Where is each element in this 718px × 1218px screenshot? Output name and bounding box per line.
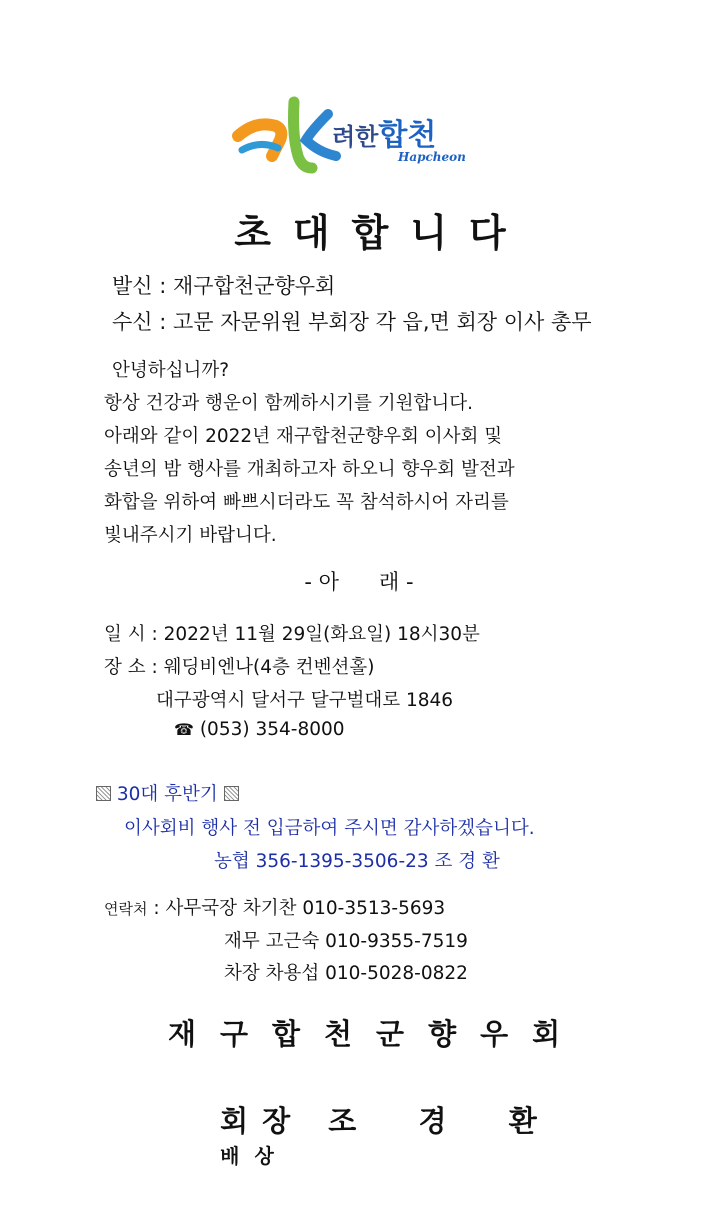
logo-text-b: 합천	[378, 118, 437, 153]
event-phone: (053) 354-8000	[199, 719, 345, 740]
sender-line: 발신 : 재구합천군향우회	[112, 274, 336, 298]
phone-icon: ☎	[174, 720, 194, 739]
contact-entry: 재무 고근숙 010-9355-7519	[224, 931, 468, 952]
logo-mark-icon	[232, 96, 342, 176]
greeting-line: 항상 건강과 행운이 함께하시기를 기원합니다.	[104, 393, 473, 414]
greeting-line: 송년의 밤 행사를 개최하고자 하오니 향우회 발전과	[104, 459, 515, 480]
page-title: 초대합니다	[234, 211, 528, 255]
contacts-label: 연락처	[104, 900, 148, 918]
logo-text-en: Hapcheon	[398, 150, 466, 164]
organization-name: 재구합천군향우회	[168, 1017, 585, 1051]
signature-name: 회장 조 경 환	[220, 1104, 551, 1138]
notice-line-2: 농협 356-1395-3506-23 조 경 환	[214, 851, 500, 872]
signature	[210, 1080, 551, 1169]
contacts-row	[104, 894, 445, 920]
event-phone-row	[174, 719, 345, 740]
notice-line-1: 이사회비 행사 전 입금하여 주시면 감사하겠습니다.	[124, 818, 535, 839]
event-place: 장 소 : 웨딩비엔나(4층 컨벤션홀)	[104, 657, 375, 678]
below-heading: - 아 래 -	[304, 570, 414, 594]
logo-text	[332, 110, 436, 154]
greeting-line: 안녕하십니까?	[112, 360, 230, 381]
contact-entry: 차장 차용섭 010-5028-0822	[224, 963, 468, 984]
signature-suffix: 배 상	[220, 1144, 278, 1168]
hapcheon-logo	[232, 96, 492, 176]
logo-text-a: 려한	[332, 123, 379, 151]
greeting-line: 아래와 같이 2022년 재구합천군향우회 이사회 및	[104, 426, 503, 447]
hatched-box-icon	[96, 786, 111, 801]
greeting-line: 화합을 위하여 빠쁘시더라도 꼭 참석하시어 자리를	[104, 492, 509, 513]
greeting-line: 빛내주시기 바랍니다.	[104, 525, 277, 546]
contact-entry: : 사무국장 차기찬 010-3513-5693	[153, 898, 446, 919]
event-address: 대구광역시 달서구 달구벌대로 1846	[156, 690, 454, 711]
hatched-box-icon	[224, 786, 239, 801]
receiver-line: 수신 : 고문 자문위원 부회장 각 읍,면 회장 이사 총무	[112, 310, 592, 334]
notice-heading: 30대 후반기	[116, 784, 218, 805]
event-datetime: 일 시 : 2022년 11월 29일(화요일) 18시30분	[104, 624, 480, 645]
notice-heading-row	[96, 780, 239, 806]
